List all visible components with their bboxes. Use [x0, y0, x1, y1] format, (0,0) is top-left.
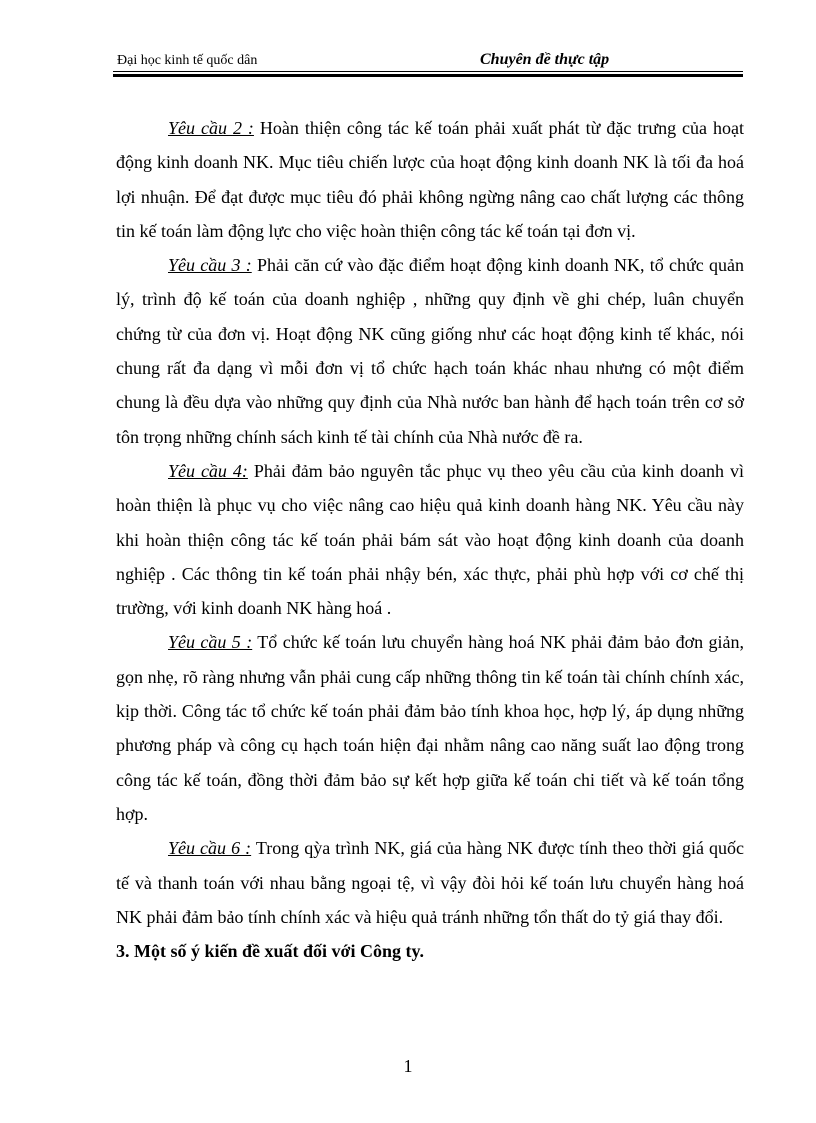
paragraph-text: Hoàn thiện công tác kế toán phải xuất phát từ đặc trưng của hoạt động kinh doanh NK. Mục tiêu chiến lược của hoạt động kinh doanh NK là tối đa hoá lợi nhuận. Để đạt được mục tiêu đó phải không ngừng nâng cao chất lượng các thông tin kế toán làm động lực cho việc hoàn thiện công tác kế toán tại đơn vị.: [116, 118, 745, 241]
requirement-label: Yêu cầu 4:: [168, 460, 248, 481]
requirement-label: Yêu cầu 3 :: [168, 255, 252, 276]
paragraph-requirement-3: [116, 248, 744, 454]
paragraph-text: Tổ chức kế toán lưu chuyển hàng hoá NK phải đảm bảo đơn giản, gọn nhẹ, rõ ràng nhưng vẫn phải cung cấp những thông tin kế toán tài chính chính xác, kịp thời. Công tác tổ chức kế toán phải đảm bảo tính khoa học, hợp lý, áp dụng những phương pháp và công cụ hạch toán hiện đại nhằm nâng cao năng suất lao động trong công tác kế toán, đồng thời đảm bảo sự kết hợp giữa kế toán chi tiết và kế toán tổng hợp.: [116, 632, 745, 824]
requirement-label: Yêu cầu 6 :: [168, 838, 252, 859]
paragraph-requirement-5: [116, 625, 744, 831]
paragraph-text: Phải căn cứ vào đặc điểm hoạt động kinh doanh NK, tổ chức quản lý, trình độ kế toán của doanh nghiệp , những quy định về ghi chép, luân chuyển chứng từ của đơn vị. Hoạt động NK cũng giống như các hoạt động kinh tế khác, nói chung rất đa dạng vì mỗi đơn vị tổ chức hạch toán khác nhau nhưng có một điểm chung là đều dựa vào những quy định của Nhà nước ban hành để hạch toán trên cơ sở tôn trọng những chính sách kinh tế tài chính của Nhà nước đề ra.: [116, 255, 745, 447]
paragraph-text: Trong qỳa trình NK, giá của hàng NK được tính theo thời giá quốc tế và thanh toán với nhau bằng ngoại tệ, vì vậy đòi hỏi kế toán lưu chuyển hàng hoá NK phải đảm bảo tính chính xác và hiệu quả tránh những tổn thất do tỷ giá thay đổi.: [116, 838, 744, 927]
header-report-title: Chuyên đề thực tập: [480, 51, 610, 68]
header-university: Đại học kinh tế quốc dân: [117, 53, 258, 68]
paragraph-requirement-2: [116, 111, 744, 248]
header-rule-thick: [113, 74, 743, 77]
section-heading: 3. Một số ý kiến đề xuất đối với Công ty.: [116, 941, 424, 962]
paragraph-text: Phải đảm bảo nguyên tắc phục vụ theo yêu cầu của kinh doanh vì hoàn thiện là phục vụ cho việc nâng cao hiệu quả kinh doanh hàng NK. Yêu cầu này khi hoàn thiện công tác kế toán phải bám sát vào hoạt động kinh doanh của doanh nghiệp . Các thông tin kế toán phải nhậy bén, xác thực, phải phù hợp với cơ chế thị trường, với kinh doanh NK hàng hoá .: [116, 460, 745, 619]
requirement-label: Yêu cầu 5 :: [168, 632, 253, 653]
header-rule-thin: [113, 71, 743, 72]
body-text: [116, 111, 744, 968]
page-header: [117, 50, 742, 72]
paragraph-requirement-4: [116, 454, 744, 625]
requirement-label: Yêu cầu 2 :: [168, 118, 254, 138]
paragraph-requirement-6: [116, 831, 744, 934]
page-number: 1: [403, 1056, 413, 1076]
